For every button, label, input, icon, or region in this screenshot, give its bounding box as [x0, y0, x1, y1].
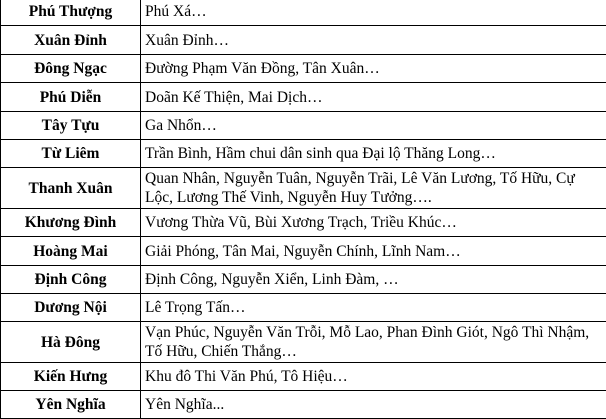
table-row [1, 237, 606, 266]
streets-cell: Yên Nghĩa... [141, 391, 606, 419]
table-row [1, 112, 606, 140]
table-row [1, 55, 606, 83]
table-row [1, 0, 606, 26]
table-row [1, 294, 606, 322]
streets-cell: Giải Phóng, Tân Mai, Nguyễn Chính, Lĩnh Nam… [141, 237, 606, 266]
table-row [1, 209, 606, 237]
streets-cell: Vương Thừa Vũ, Bùi Xương Trạch, Triều Khúc… [141, 209, 606, 237]
ward-name-cell: Hà Đông [1, 322, 141, 363]
streets-cell: Xuân Đỉnh… [141, 26, 606, 55]
ward-name-cell: Xuân Đỉnh [1, 26, 141, 55]
ward-name-cell: Phú Thượng [1, 0, 141, 26]
ward-name-cell: Phú Diễn [1, 83, 141, 112]
streets-cell: Đường Phạm Văn Đồng, Tân Xuân… [141, 55, 606, 83]
streets-cell: Quan Nhân, Nguyễn Tuân, Nguyễn Trãi, Lê Văn Lương, Tố Hữu, Cự Lộc, Lương Thế Vinh, Nguyễn Huy Tưởng…. [141, 168, 606, 209]
ward-name-cell: Đông Ngạc [1, 55, 141, 83]
streets-cell: Vạn Phúc, Nguyễn Văn Trỗi, Mỗ Lao, Phan Đình Giót, Ngô Thì Nhậm, Tố Hữu, Chiến Thắng… [141, 322, 606, 363]
ward-name-cell: Hoàng Mai [1, 237, 141, 266]
streets-cell: Khu đô Thi Văn Phú, Tô Hiệu… [141, 363, 606, 391]
streets-cell: Định Công, Nguyễn Xiển, Linh Đàm, … [141, 266, 606, 294]
ward-name-cell: Định Công [1, 266, 141, 294]
table-row [1, 266, 606, 294]
streets-cell: Ga Nhổn… [141, 112, 606, 140]
table-row [1, 26, 606, 55]
ward-name-cell: Dương Nội [1, 294, 141, 322]
ward-name-cell: Thanh Xuân [1, 168, 141, 209]
table-row [1, 322, 606, 363]
table-row [1, 83, 606, 112]
streets-cell: Trần Bình, Hầm chui dân sinh qua Đại lộ Thăng Long… [141, 140, 606, 168]
ward-name-cell: Yên Nghĩa [1, 391, 141, 419]
table-row [1, 140, 606, 168]
streets-cell: Doãn Kế Thiện, Mai Dịch… [141, 83, 606, 112]
ward-name-cell: Từ Liêm [1, 140, 141, 168]
table-row [1, 168, 606, 209]
streets-cell: Lê Trọng Tấn… [141, 294, 606, 322]
ward-name-cell: Kiến Hưng [1, 363, 141, 391]
streets-cell: Phú Xá… [141, 0, 606, 26]
ward-name-cell: Khương Đình [1, 209, 141, 237]
ward-name-cell: Tây Tựu [1, 112, 141, 140]
table-row [1, 391, 606, 419]
table-row [1, 363, 606, 391]
